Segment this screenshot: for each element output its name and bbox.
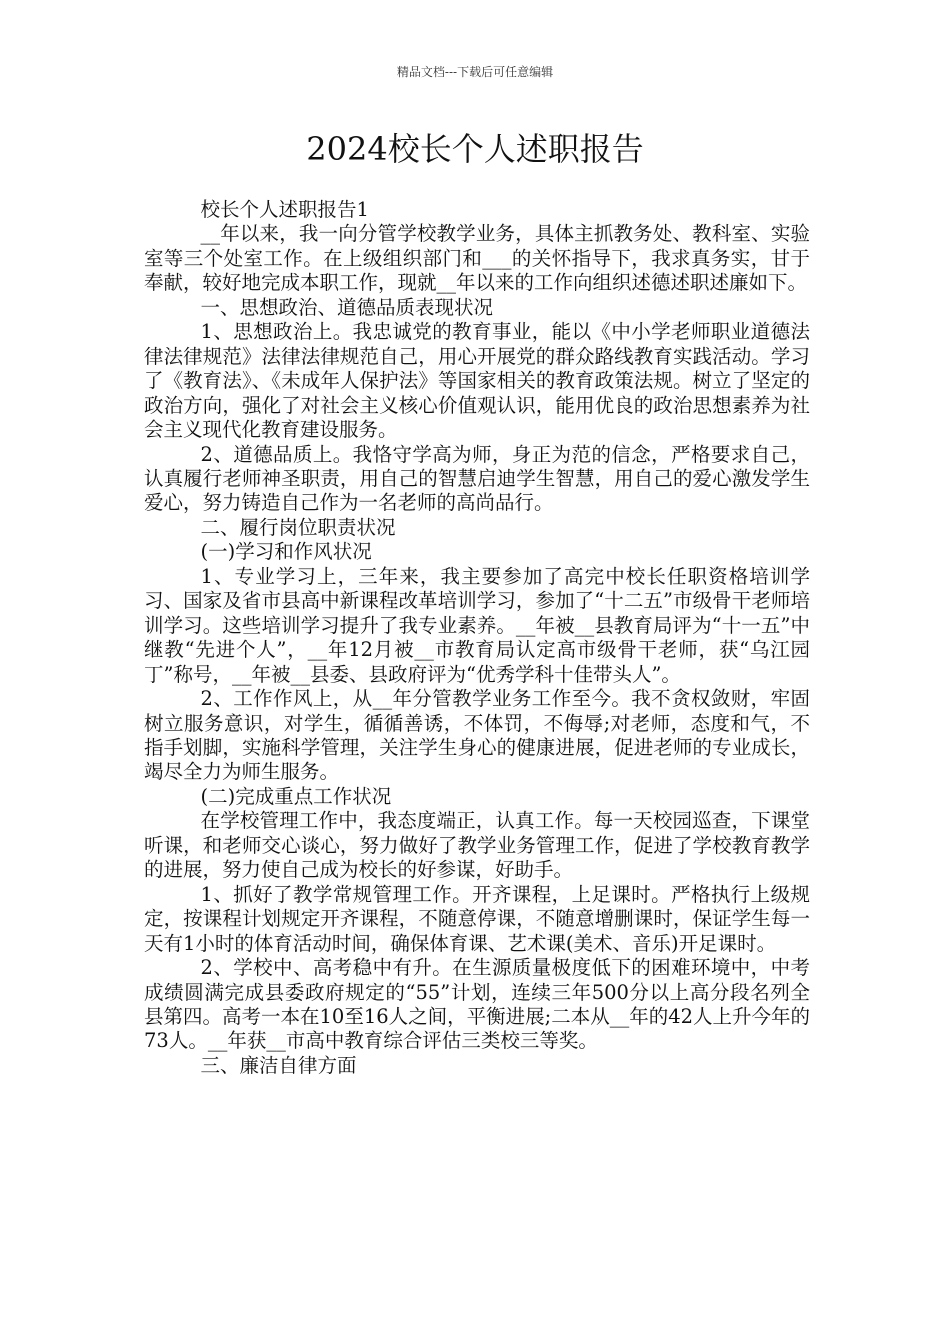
section-heading-1: 一、思想政治、道德品质表现状况: [200, 295, 494, 319]
paragraph-management: 在学校管理工作中，我态度端正，认真工作。每一天校园巡查，下课堂听课，和老师交心谈心，努力做好了教学业务管理工作，促进了学校教育教学的进展，努力使自己成为校长的好参谋，好助手。: [144, 809, 810, 882]
paragraph-study: 1、专业学习上，三年来，我主要参加了高完中校长任职资格培训学习、国家及省市县高中新课程改革培训学习，参加了“十二五”市级骨干老师培训学习。这些培训学习提升了我专业素养。__年被__县教育局评为“十一五”中继教“先进个人”，__年12月被__市教育局认定高市级骨干老师，获“乌江园丁”称号，__年被__县委、县政府评为“优秀学科十佳带头人”。: [144, 564, 810, 686]
paragraph-work-style: 2、工作作风上，从__年分管教学业务工作至今。我不贪权敛财，牢固树立服务意识，对学生，循循善诱，不体罚，不侮辱;对老师，态度和气，不指手划脚，实施科学管理，关注学生身心的健康进展，促进老师的专业成长，竭尽全力为师生服务。: [144, 687, 810, 784]
document-title: 2024校长个人述职报告: [306, 130, 644, 168]
paragraph-political: 1、思想政治上。我忠诚党的教育事业，能以《中小学老师职业道德法律法律规范》法律法律规范自己，用心开展党的群众路线教育实践活动。学习了《教育法》、《未成年人保护法》等国家相关的教育政策法规。树立了坚定的政治方向，强化了对社会主义核心价值观认识，能用优良的政治思想素养为社会主义现代化教育建设服务。: [144, 320, 810, 442]
subsection-heading-1: (一)学习和作风状况: [200, 540, 372, 564]
subsection-heading-2: (二)完成重点工作状况: [200, 784, 392, 808]
report-subtitle: 校长个人述职报告1: [200, 198, 369, 221]
header-note: 精品文档---下载后可任意编辑: [396, 65, 554, 79]
section-heading-3: 三、廉洁自律方面: [200, 1053, 357, 1077]
document-body: [144, 198, 810, 1078]
paragraph-exams: 2、学校中、高考稳中有升。在生源质量极度低下的困难环境中，中考成绩圆满完成县委政府规定的“55”计划，连续三年500分以上高分段名列全县第四。高考一本在10至16人之间，平衡进展;二本从__年的42人上升今年的73人。__年获__市高中教育综合评估三类校三等奖。: [144, 956, 811, 1053]
paragraph-routine: 1、抓好了教学常规管理工作。开齐课程，上足课时。严格执行上级规定，按课程计划规定开齐课程，不随意停课，不随意增删课时，保证学生每一天有1小时的体育活动时间，确保体育课、艺术课(美术、音乐)开足课时。: [144, 882, 810, 955]
section-heading-2: 二、履行岗位职责状况: [200, 515, 396, 539]
intro-paragraph: __年以来，我一向分管学校教学业务，具体主抓教务处、教科室、实验室等三个处室工作。在上级组织部门和___的关怀指导下，我求真务实，甘于奉献，较好地完成本职工作，现就__年以来的工作向组织述德述职述廉如下。: [144, 222, 810, 295]
paragraph-moral: 2、道德品质上。我恪守学高为师，身正为范的信念，严格要求自己，认真履行老师神圣职责，用自己的智慧启迪学生智慧，用自己的爱心激发学生爱心，努力铸造自己作为一名老师的高尚品行。: [144, 442, 810, 515]
